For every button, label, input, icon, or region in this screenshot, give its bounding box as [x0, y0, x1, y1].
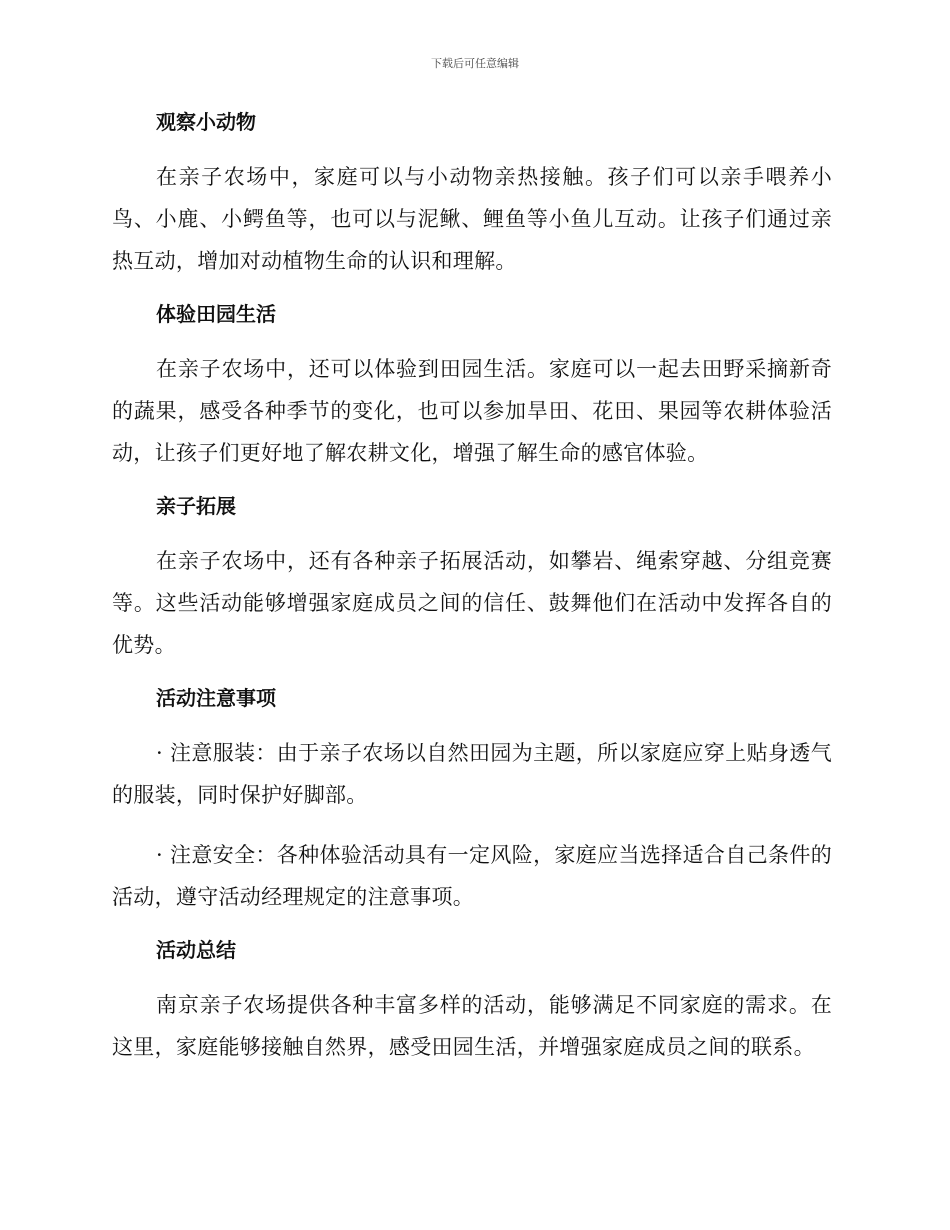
section-paragraph: 在亲子农场中，还有各种亲子拓展活动，如攀岩、绳索穿越、分组竞赛等。这些活动能够增强家庭成员之间的信任、鼓舞他们在活动中发挥各自的优势。 — [112, 549, 832, 657]
section-heading: 体验田园生活 — [156, 302, 276, 326]
section-paragraph: 南京亲子农场提供各种丰富多样的活动，能够满足不同家庭的需求。在这里，家庭能够接触自然界，感受田园生活，并增强家庭成员之间的联系。 — [112, 993, 832, 1059]
bullet-item: · 注意服装：由于亲子农场以自然田园为主题，所以家庭应穿上贴身透气的服装，同时保护好脚部。 — [112, 741, 832, 807]
bullet-item: · 注意安全：各种体验活动具有一定风险，家庭应当选择适合自己条件的活动，遵守活动经理规定的注意事项。 — [112, 843, 832, 909]
section-heading: 观察小动物 — [156, 110, 256, 134]
page-header: 下载后可任意编辑 — [431, 57, 519, 70]
document-body — [112, 108, 832, 1086]
section-heading: 活动总结 — [156, 938, 236, 962]
section-paragraph: 在亲子农场中，还可以体验到田园生活。家庭可以一起去田野采摘新奇的蔬果，感受各种季节的变化，也可以参加旱田、花田、果园等农耕体验活动，让孩子们更好地了解农耕文化，增强了解生命的感官体验。 — [112, 357, 832, 465]
section-heading: 亲子拓展 — [156, 494, 236, 518]
section-heading: 活动注意事项 — [156, 686, 276, 710]
section-paragraph: 在亲子农场中，家庭可以与小动物亲热接触。孩子们可以亲手喂养小鸟、小鹿、小鳄鱼等，也可以与泥鳅、鲤鱼等小鱼儿互动。让孩子们通过亲热互动，增加对动植物生命的认识和理解。 — [112, 165, 832, 273]
